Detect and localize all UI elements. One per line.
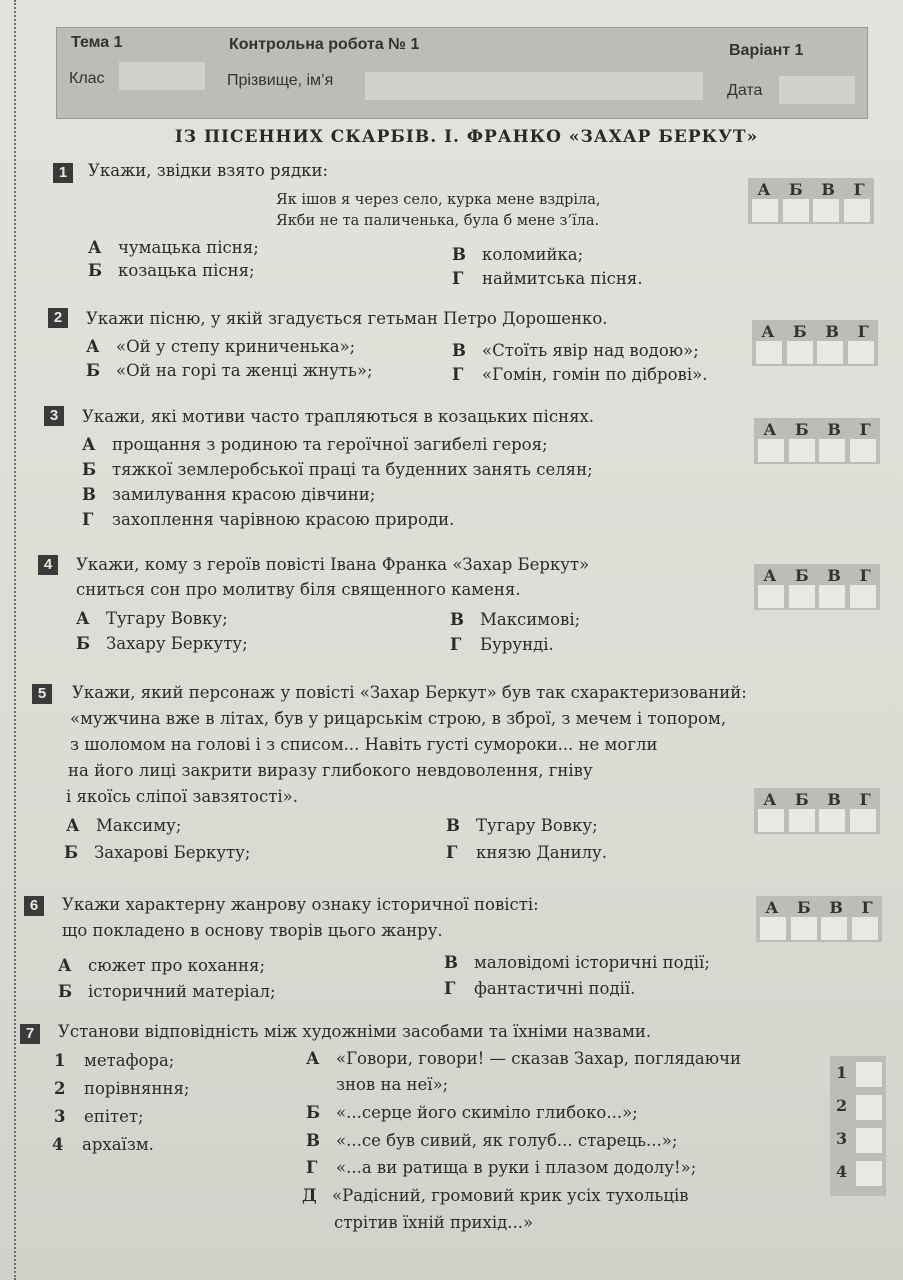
name-field[interactable] bbox=[365, 72, 703, 100]
option-letter: Г bbox=[82, 510, 94, 529]
option-letter: А bbox=[76, 609, 90, 628]
example-letter: В bbox=[306, 1131, 320, 1150]
grid-letter: А bbox=[763, 566, 777, 585]
option-text: маловідомі історичні події; bbox=[474, 953, 710, 972]
question-text: з шоломом на голові і з списом... Навіть густі сумороки... не могли bbox=[70, 735, 658, 754]
grid-letter: Г bbox=[861, 898, 873, 917]
option-text: Бурунді. bbox=[480, 635, 554, 654]
header-panel bbox=[56, 27, 868, 119]
term-number: 1 bbox=[54, 1051, 66, 1070]
option-text: замилування красою дівчини; bbox=[112, 485, 376, 504]
match-row-number: 3 bbox=[836, 1129, 848, 1148]
option-b bbox=[82, 457, 593, 483]
option-text: Захарові Беркуту; bbox=[94, 843, 251, 862]
option-g bbox=[452, 362, 707, 388]
option-b bbox=[76, 631, 248, 657]
option-v bbox=[450, 607, 580, 633]
example-v bbox=[306, 1128, 677, 1154]
option-v bbox=[452, 242, 583, 268]
answer-cell[interactable] bbox=[758, 439, 784, 462]
answer-cell[interactable] bbox=[760, 917, 786, 940]
question-number: 3 bbox=[44, 406, 64, 426]
grid-letter: В bbox=[825, 322, 839, 341]
grid-letter: Г bbox=[859, 566, 871, 585]
term-3 bbox=[54, 1104, 144, 1130]
option-b bbox=[86, 358, 373, 384]
option-g bbox=[446, 840, 607, 866]
match-cell[interactable] bbox=[856, 1161, 882, 1186]
answer-cell[interactable] bbox=[819, 439, 845, 462]
example-text: «Говори, говори! — сказав Захар, поглядаючи bbox=[336, 1049, 742, 1068]
quote-line: Якби не та паличенька, була б мене з’їла. bbox=[276, 213, 600, 229]
perforation-line bbox=[14, 0, 16, 1280]
option-letter: Г bbox=[446, 843, 458, 862]
option-letter: Г bbox=[452, 365, 464, 384]
question-text: Установи відповідність між художніми засобами та їхніми назвами. bbox=[58, 1022, 652, 1041]
grid-letter: Г bbox=[857, 322, 869, 341]
question-text: на його лиці закрити виразу глибокого невдоволення, гніву bbox=[68, 761, 593, 780]
grid-letter: В bbox=[827, 566, 841, 585]
example-text: «...серце його скиміло глибоко...»; bbox=[336, 1103, 638, 1122]
answer-cell[interactable] bbox=[789, 439, 815, 462]
grid-letter: Б bbox=[795, 420, 809, 439]
option-letter: В bbox=[82, 485, 96, 504]
answer-cell[interactable] bbox=[758, 809, 784, 832]
option-a bbox=[82, 432, 548, 458]
grid-letter: Б bbox=[789, 180, 803, 199]
option-letter: Б bbox=[58, 982, 73, 1001]
answer-cell[interactable] bbox=[787, 341, 813, 364]
option-letter: В bbox=[452, 341, 466, 360]
option-v bbox=[446, 813, 598, 839]
option-letter: В bbox=[446, 816, 460, 835]
grid-letter: А bbox=[765, 898, 779, 917]
example-b bbox=[306, 1100, 638, 1126]
term-1 bbox=[54, 1048, 174, 1074]
answer-cell[interactable] bbox=[817, 341, 843, 364]
question-text: Укажи, які мотиви часто трапляються в козацьких піснях. bbox=[82, 407, 595, 426]
option-b bbox=[64, 840, 250, 866]
example-a bbox=[306, 1046, 741, 1072]
grid-letter: Б bbox=[795, 790, 809, 809]
option-a bbox=[58, 953, 265, 979]
option-text: князю Данилу. bbox=[476, 843, 608, 862]
answer-cell[interactable] bbox=[848, 341, 874, 364]
option-text: Тугару Вовку; bbox=[476, 816, 598, 835]
answer-cell[interactable] bbox=[791, 917, 817, 940]
variant-label: Варіант 1 bbox=[729, 42, 804, 59]
option-a bbox=[66, 813, 181, 839]
option-letter: Г bbox=[450, 635, 462, 654]
option-v bbox=[444, 950, 710, 976]
example-letter: Б bbox=[306, 1103, 321, 1122]
option-letter: В bbox=[452, 245, 466, 264]
option-text: прощання з родиною та героїчної загибелі героя; bbox=[112, 435, 548, 454]
answer-cell[interactable] bbox=[783, 199, 809, 222]
question-text: Укажи, кому з героїв повісті Івана Франка «Захар Беркут» bbox=[76, 555, 590, 574]
example-letter: Г bbox=[306, 1158, 318, 1177]
option-g bbox=[450, 632, 554, 658]
option-letter: А bbox=[86, 337, 100, 356]
question-text: що покладено в основу творів цього жанру. bbox=[62, 921, 443, 940]
question-number: 7 bbox=[20, 1024, 40, 1044]
option-letter: Б bbox=[76, 634, 91, 653]
date-label: Дата bbox=[727, 82, 763, 99]
question-number: 1 bbox=[53, 163, 73, 183]
option-text: Тугару Вовку; bbox=[106, 609, 228, 628]
option-v bbox=[82, 482, 375, 508]
example-letter: Д bbox=[302, 1186, 317, 1205]
term-text: порівняння; bbox=[84, 1079, 190, 1098]
example-g bbox=[306, 1155, 696, 1181]
answer-cell[interactable] bbox=[813, 199, 839, 222]
grid-letter: В bbox=[827, 790, 841, 809]
question-text: і якоїсь сліпої завзятості». bbox=[66, 787, 298, 806]
test-title: Контрольна робота № 1 bbox=[229, 36, 420, 53]
answer-cell[interactable] bbox=[852, 917, 878, 940]
question-text: Укажи, звідки взято рядки: bbox=[88, 161, 329, 180]
option-v bbox=[452, 338, 699, 364]
example-text: «...а ви ратища в руки і плазом додолу!»; bbox=[336, 1158, 697, 1177]
grid-letter: Г bbox=[859, 790, 871, 809]
option-letter: Б bbox=[82, 460, 97, 479]
answer-grid-2 bbox=[752, 320, 878, 366]
answer-cell[interactable] bbox=[850, 585, 876, 608]
option-letter: Г bbox=[452, 269, 464, 288]
option-text: історичний матеріал; bbox=[88, 982, 276, 1001]
term-text: архаїзм. bbox=[82, 1135, 154, 1154]
answer-cell[interactable] bbox=[850, 809, 876, 832]
example-letter: А bbox=[306, 1049, 320, 1068]
option-letter: Г bbox=[444, 979, 456, 998]
question-text: Укажи, який персонаж у повісті «Захар Беркут» був так схарактеризований: bbox=[72, 683, 747, 702]
answer-grid-3 bbox=[754, 418, 880, 464]
option-text: козацька пісня; bbox=[118, 261, 255, 280]
grid-letter: В bbox=[821, 180, 835, 199]
option-text: фантастичні події. bbox=[474, 979, 636, 998]
grid-letter: Г bbox=[853, 180, 865, 199]
term-number: 2 bbox=[54, 1079, 66, 1098]
match-cell[interactable] bbox=[856, 1095, 882, 1120]
option-letter: Б bbox=[88, 261, 103, 280]
option-letter: Б bbox=[86, 361, 101, 380]
example-text: стрітив їхній прихід...» bbox=[334, 1213, 534, 1232]
class-field[interactable] bbox=[119, 62, 205, 90]
question-number: 2 bbox=[48, 308, 68, 328]
option-letter: Б bbox=[64, 843, 79, 862]
option-text: тяжкої землеробської праці та буденних занять селян; bbox=[112, 460, 593, 479]
option-text: «Ой на горі та женці жнуть»; bbox=[116, 361, 373, 380]
answer-cell[interactable] bbox=[850, 439, 876, 462]
match-row-number: 4 bbox=[836, 1162, 848, 1181]
grid-letter: Б bbox=[793, 322, 807, 341]
term-number: 3 bbox=[54, 1107, 66, 1126]
option-text: сюжет про кохання; bbox=[88, 956, 266, 975]
example-a-cont bbox=[336, 1072, 448, 1098]
match-answer-grid bbox=[830, 1056, 886, 1196]
answer-cell[interactable] bbox=[758, 585, 784, 608]
answer-grid-5 bbox=[754, 788, 880, 834]
option-text: Захару Беркуту; bbox=[106, 634, 248, 653]
option-text: чумацька пісня; bbox=[118, 238, 259, 257]
option-g bbox=[452, 266, 643, 292]
quote-line: Як ішов я через село, курка мене вздріла, bbox=[276, 192, 601, 208]
option-letter: А bbox=[66, 816, 80, 835]
option-letter: А bbox=[58, 956, 72, 975]
answer-cell[interactable] bbox=[819, 585, 845, 608]
example-text: «Радісний, громовий крик усіх тухольців bbox=[332, 1186, 689, 1205]
example-d-cont bbox=[334, 1210, 533, 1236]
option-text: наймитська пісня. bbox=[482, 269, 643, 288]
option-g bbox=[82, 507, 454, 533]
option-a bbox=[76, 606, 228, 632]
question-text: «мужчина вже в літах, був у рицарськім строю, в зброї, з мечем і топором, bbox=[70, 709, 727, 728]
option-b bbox=[88, 258, 255, 284]
term-number: 4 bbox=[52, 1135, 64, 1154]
grid-letter: Г bbox=[859, 420, 871, 439]
answer-grid-1 bbox=[748, 178, 874, 224]
class-label: Клас bbox=[69, 70, 105, 87]
answer-cell[interactable] bbox=[821, 917, 847, 940]
date-field[interactable] bbox=[779, 76, 855, 104]
grid-letter: В bbox=[829, 898, 843, 917]
option-text: коломийка; bbox=[482, 245, 584, 264]
term-2 bbox=[54, 1076, 189, 1102]
topic-label: Тема 1 bbox=[71, 34, 123, 51]
option-text: захоплення чарівною красою природи. bbox=[112, 510, 455, 529]
grid-letter: В bbox=[827, 420, 841, 439]
option-letter: В bbox=[444, 953, 458, 972]
term-text: епітет; bbox=[84, 1107, 144, 1126]
option-a bbox=[86, 334, 355, 360]
question-number: 5 bbox=[32, 684, 52, 704]
option-text: Максиму; bbox=[96, 816, 182, 835]
answer-cell[interactable] bbox=[844, 199, 870, 222]
option-letter: А bbox=[82, 435, 96, 454]
example-text: «...се був сивий, як голуб... старець...»; bbox=[336, 1131, 678, 1150]
section-title: ІЗ ПІСЕННИХ СКАРБІВ. І. ФРАНКО «ЗАХАР БЕРКУТ» bbox=[174, 127, 759, 147]
option-text: «Ой у степу криниченька»; bbox=[116, 337, 356, 356]
question-text: Укажи характерну жанрову ознаку історичної повісті: bbox=[62, 895, 539, 914]
answer-grid-6 bbox=[756, 896, 882, 942]
grid-letter: А bbox=[761, 322, 775, 341]
grid-letter: А bbox=[763, 790, 777, 809]
option-g bbox=[444, 976, 635, 1002]
match-row-number: 2 bbox=[836, 1096, 848, 1115]
term-text: метафора; bbox=[84, 1051, 175, 1070]
question-text: сниться сон про молитву біля священного каменя. bbox=[76, 580, 521, 599]
option-text: «Гомін, гомін по діброві». bbox=[482, 365, 708, 384]
answer-grid-4 bbox=[754, 564, 880, 610]
term-4 bbox=[52, 1132, 154, 1158]
answer-cell[interactable] bbox=[789, 809, 815, 832]
grid-letter: А bbox=[757, 180, 771, 199]
match-row-number: 1 bbox=[836, 1063, 848, 1082]
example-text: знов на неї»; bbox=[336, 1075, 449, 1094]
answer-cell[interactable] bbox=[756, 341, 782, 364]
answer-cell[interactable] bbox=[752, 199, 778, 222]
answer-cell[interactable] bbox=[789, 585, 815, 608]
grid-letter: Б bbox=[795, 566, 809, 585]
question-text: Укажи пісню, у якій згадується гетьман Петро Дорошенко. bbox=[86, 309, 608, 328]
name-label: Прізвище, ім’я bbox=[227, 72, 334, 89]
match-cell[interactable] bbox=[856, 1128, 882, 1153]
option-letter: В bbox=[450, 610, 464, 629]
example-d bbox=[302, 1183, 689, 1209]
option-letter: А bbox=[88, 238, 102, 257]
grid-letter: Б bbox=[797, 898, 811, 917]
option-text: «Стоїть явір над водою»; bbox=[482, 341, 699, 360]
grid-letter: А bbox=[763, 420, 777, 439]
answer-cell[interactable] bbox=[819, 809, 845, 832]
match-cell[interactable] bbox=[856, 1062, 882, 1087]
question-number: 4 bbox=[38, 555, 58, 575]
question-number: 6 bbox=[24, 896, 44, 916]
option-b bbox=[58, 979, 276, 1005]
option-text: Максимові; bbox=[480, 610, 581, 629]
